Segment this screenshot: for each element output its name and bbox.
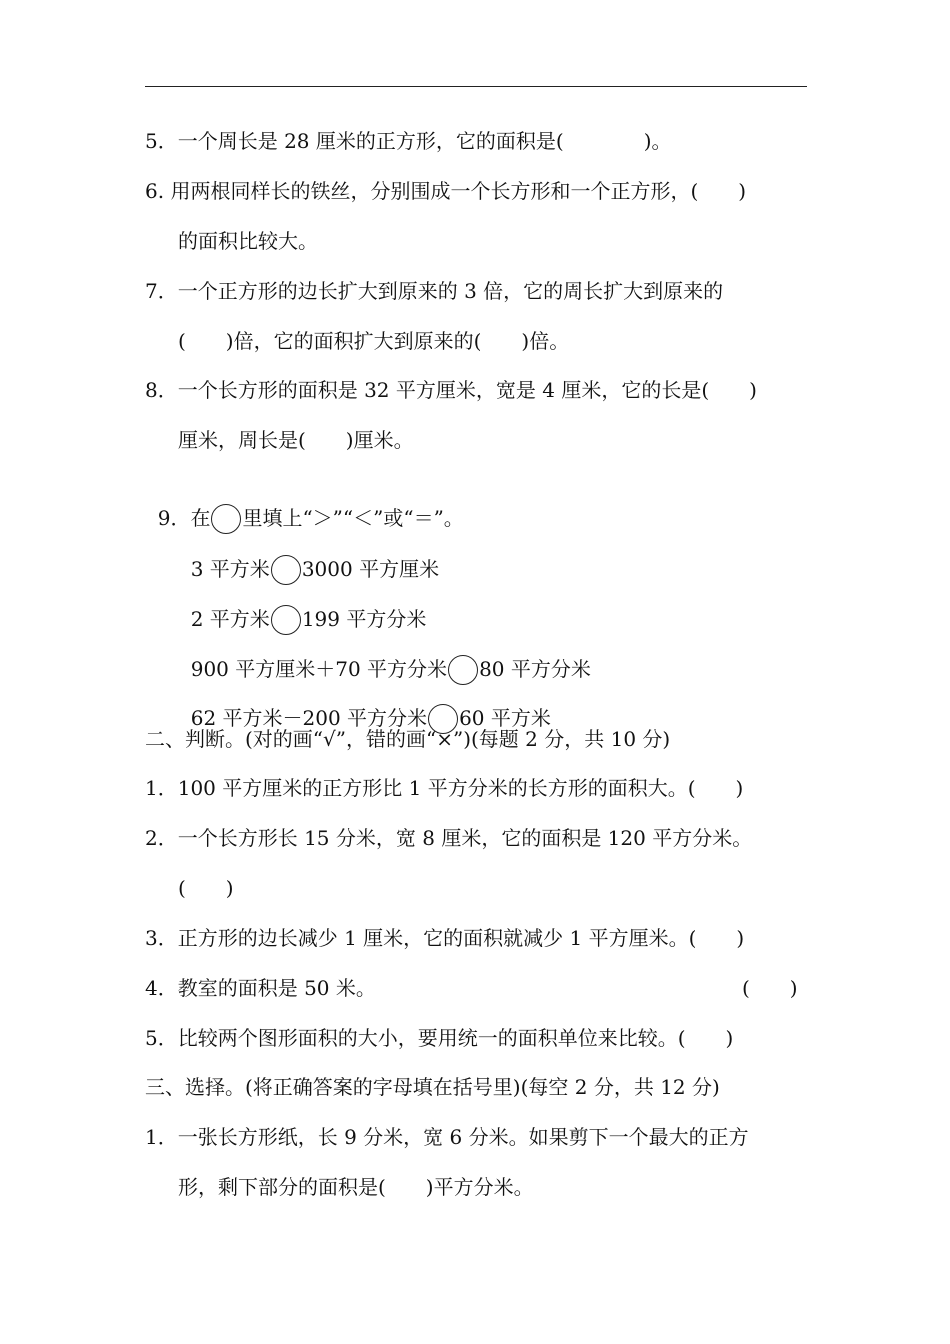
judge-item-3: 3．正方形的边长减少 1 厘米，它的面积就减少 1 平方厘米。( ) [145,926,745,950]
comparison-left: 900 平方厘米＋70 平方分米 [190,657,448,681]
section-judge-heading: 二、判断。(对的画“√”，错的画“×”)(每题 2 分，共 10 分) [145,727,671,751]
comparison-left: 2 平方米 [190,607,270,631]
comparison-left: 62 平方米－200 平方分米 [190,706,428,730]
comparison-right: 199 平方分米 [301,607,427,631]
question-9-suffix: 里填上“＞”“＜”或“＝”。 [242,506,464,530]
comparison-row [178,581,426,635]
comparison-right: 80 平方分米 [479,657,591,681]
judge-item-2-line1: 2．一个长方形长 15 分米，宽 8 厘米，它的面积是 120 平方分米。 [145,826,753,850]
comparison-right: 3000 平方厘米 [301,557,440,581]
judge-item-1: 1．100 平方厘米的正方形比 1 平方分米的长方形的面积大。( ) [145,776,744,800]
comparison-right: 60 平方米 [459,706,551,730]
choice-item-1-line2: 形，剩下部分的面积是( )平方分米。 [178,1175,534,1199]
question-8-line2: 厘米，周长是( )厘米。 [178,428,414,452]
question-8-line1: 8．一个长方形的面积是 32 平方厘米，宽是 4 厘米，它的长是( ) [145,378,757,402]
judge-item-4: 4．教室的面积是 50 米。 [145,976,376,1000]
question-6-line1: 6. 用两根同样长的铁丝，分别围成一个长方形和一个正方形，( ) [145,179,747,203]
choice-item-1-line1: 1．一张长方形纸，长 9 分米，宽 6 分米。如果剪下一个最大的正方 [145,1125,749,1149]
question-7-line1: 7．一个正方形的边长扩大到原来的 3 倍，它的周长扩大到原来的 [145,279,724,303]
question-9-instruction [145,480,464,534]
comparison-row [178,680,551,734]
comparison-circle-icon [211,504,241,534]
comparison-row [178,531,439,585]
question-6-line2: 的面积比较大。 [178,229,318,253]
comparison-row [178,631,591,685]
question-5: 5．一个周长是 28 厘米的正方形，它的面积是( )。 [145,129,672,153]
judge-item-5: 5．比较两个图形面积的大小，要用统一的面积单位来比较。( ) [145,1026,734,1050]
header-rule [145,86,807,87]
comparison-left: 3 平方米 [190,557,270,581]
question-9-prefix: 9．在 [157,506,211,530]
judge-item-4-answer: ( ) [742,976,798,1000]
question-7-line2: ( )倍，它的面积扩大到原来的( )倍。 [178,329,570,353]
judge-item-2-line2: ( ) [178,876,234,900]
section-choice-heading: 三、选择。(将正确答案的字母填在括号里)(每空 2 分，共 12 分) [145,1075,720,1099]
